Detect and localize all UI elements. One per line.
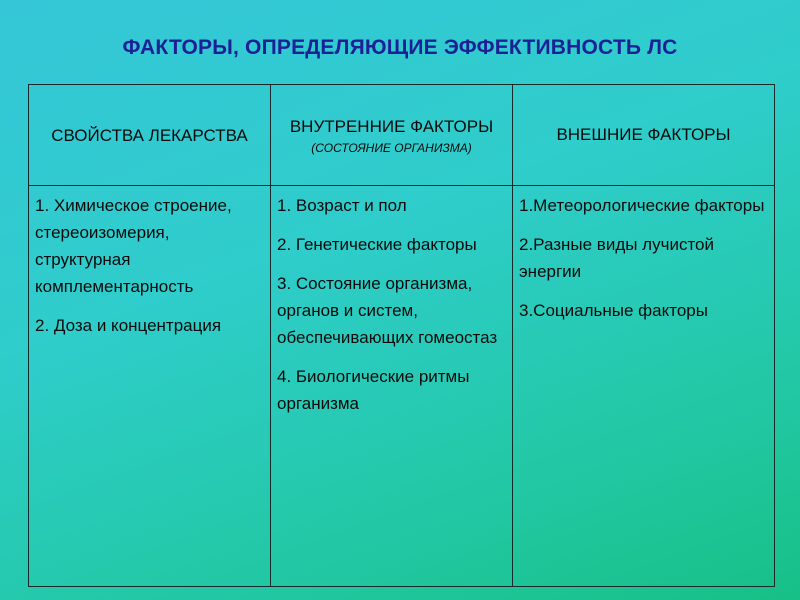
header-label: ВНУТРЕННИЕ ФАКТОРЫ — [289, 117, 494, 136]
header-row — [29, 85, 775, 186]
slide-title: ФАКТОРЫ, ОПРЕДЕЛЯЮЩИЕ ЭФФЕКТИВНОСТЬ ЛС — [122, 36, 678, 59]
factors-table — [28, 84, 775, 587]
header-label: СВОЙСТВА ЛЕКАРСТВА — [51, 125, 248, 145]
cell-external-factors — [513, 186, 775, 587]
list-item: 4. Биологические ритмы организма — [277, 367, 470, 413]
list-item: 1. Возраст и пол — [277, 196, 407, 215]
list-item: 3.Социальные факторы — [519, 301, 708, 320]
cell-drug-properties — [29, 186, 271, 587]
header-sublabel: (СОСТОЯНИЕ ОРГАНИЗМА) — [311, 141, 472, 155]
cell-internal-factors — [271, 186, 513, 587]
list-item: 1. Химическое строение, стереоизомерия, структурная комплементарность — [35, 196, 232, 296]
list-item: 2. Доза и концентрация — [35, 316, 222, 335]
list-item: 1.Метеорологические факторы — [519, 196, 765, 215]
list-item: 2. Генетические факторы — [277, 235, 477, 254]
list-item: 2.Разные виды лучистой энергии — [519, 235, 715, 281]
list-item: 3. Состояние организма, органов и систем, обеспечивающих гомеостаз — [277, 274, 498, 347]
header-external-factors — [513, 85, 775, 186]
header-drug-properties — [29, 85, 271, 186]
header-label: ВНЕШНИЕ ФАКТОРЫ — [556, 125, 731, 144]
content-row — [29, 186, 775, 587]
header-internal-factors — [271, 85, 513, 186]
